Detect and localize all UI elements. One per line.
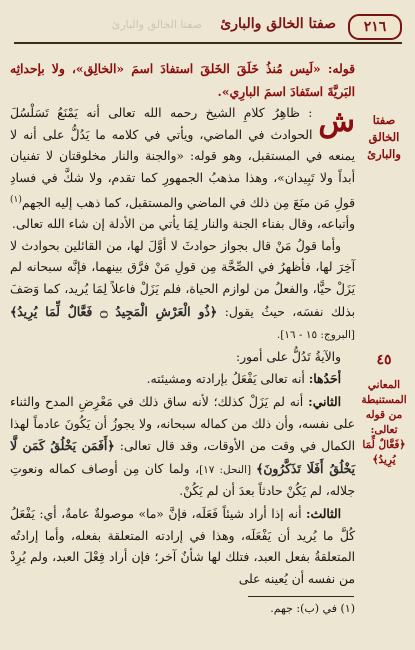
point-2-text: أنه لم يَزَلْ كذلك؛ لأنه ساق ذلك في مَعْرِضِ المدح والثناء على نفسه، وأن ذلك من كماله سبحانه، ولا يجوزُ أن يَكُونَ عادماً لهذا الكمال في وقت من الأوقات، وقد قال تعالى: [10,395,356,454]
margin-note-number: ٤٥ [376,352,392,368]
verse-ref-2: [النحل: ١٧] [199,463,257,476]
point-1-label: أحَدُها: [308,371,341,387]
paragraph-6 [10,391,355,503]
shin-mark: ش [318,104,355,140]
commentary-text-2: وأتباعه، وقال بفناء الجنة والنار لِمَا يأتي من الأدلة إن شاء الله تعالى. [11,217,355,232]
paragraph-3-text: وأما قولُ مَنْ قال بجواز حوادثَ لا أوَّلَ لها، من القائلين بحوادث لا آخِرَ لها، فأظهرُ في الصِّحَّة مِن قولِ مَنْ فرَّق بينهما، فإنَّه سبحانه لم يَزَلْ حيًّا، والفعلُ من لوازم الحياة، فلم يَزَلْ فاعلاً لِمَا يُريد، كما وَصَفَ بذلك نفسَه، حيثُ يقول: [10,238,356,319]
footnote-ref: (١) [10,194,22,205]
paragraph-3 [10,236,355,347]
quran-verse-2: ﴿أَفَمَن يَخْلُقُ كَمَن لَّا يَخْلُقُ أَفَلَا تَذَكَّرُونَ﴾ [10,438,355,476]
point-3-label: الثالث: [306,505,341,521]
verse-ref-1: [البروج: ١٥ - ١٦]. [276,329,355,342]
page-number: ٢١٦ [348,14,402,40]
margin-note-topic: صفتا الخالق والبارئ [367,113,401,161]
commentary-text: : ظاهِرُ كلامِ الشيخ رحمه الله تعالى أنه يَمْنَعُ تَسَلْسُلَ الحوادث في الماضي، ويأتي في كلامه ما يَدُلُّ على أنه لا يمنعه في المستقبل، وهو قوله: «والجنة والنار مخلوقتان لا تفنيان أبداً ولا تَبِيدان»، وهذا مذهبُ الجمهورِ كما تقدم، ولا شكَّ في فسادِ قولِ مَن منَعَ مِن ذلك في الماضي والمستقبل، كما ذهب إليه الجهم [10,106,355,210]
running-title: صفتا الخالق والبارئ [220,16,336,32]
paragraph-quote [10,58,355,103]
quote-text: «لَيس مُنذُ خَلَقَ الخَلقَ استفادَ اسمَ «الخالِق»، ولا بإحداثِه البَريَّةَ استَفادَ اسمَ البارِي». [10,61,355,99]
footnote: (١) في (ب): جهم. [270,602,355,615]
footnote-divider [248,596,354,597]
page-header [14,12,402,44]
quote-label: قوله: [327,61,355,76]
paragraph-5 [10,368,355,391]
main-text [10,58,355,590]
point-1-text: أنه تعالى يَفْعَلُ بإرادته ومشيئته. [146,372,309,387]
point-3-text: أنه إذا أراد شيئاً فَعَلَه، فإنَّ «ما» موصولةٌ عامةٌ، أي: يَفْعَلُ كُلَّ ما يُريد أن يَفْعَلَه، وهذا في إرادته المتعلقة بفعله، وأما إرادتُه المتعلقةُ بفعل العبد، فتلك لها شأنٌ آخر؛ فإن أراد فِعْلَ العبد، ولم يُرِدْ من نفسه أن يُعينه على [10,506,355,586]
quran-verse-1: ﴿ذُو الْعَرْشِ الْمَجِيدُ ۝ فَعَّالٌ لِّمَا يُرِيدُ﴾ [10,303,218,319]
point-2-label: الثاني: [308,394,341,409]
bleed-through-title: صفتا الخالق والبارئ [111,18,202,31]
paragraph-commentary [10,103,355,236]
paragraph-4: والآيةُ تَدُلُّ على أمور: [235,349,341,364]
paragraph-7 [10,503,355,590]
margin-note-topic-2: المعاني المستنبطة من قوله تعالى: ﴿فَعَّالٌ لِّمَا يُرِيدُ﴾ [361,379,407,466]
point-2-text-2: ، ولما كان مِن أوصاف كماله ونعوتِ جلاله، لم يَكُنْ حادثاً بعدَ أن لم يَكُنْ. [10,461,355,499]
